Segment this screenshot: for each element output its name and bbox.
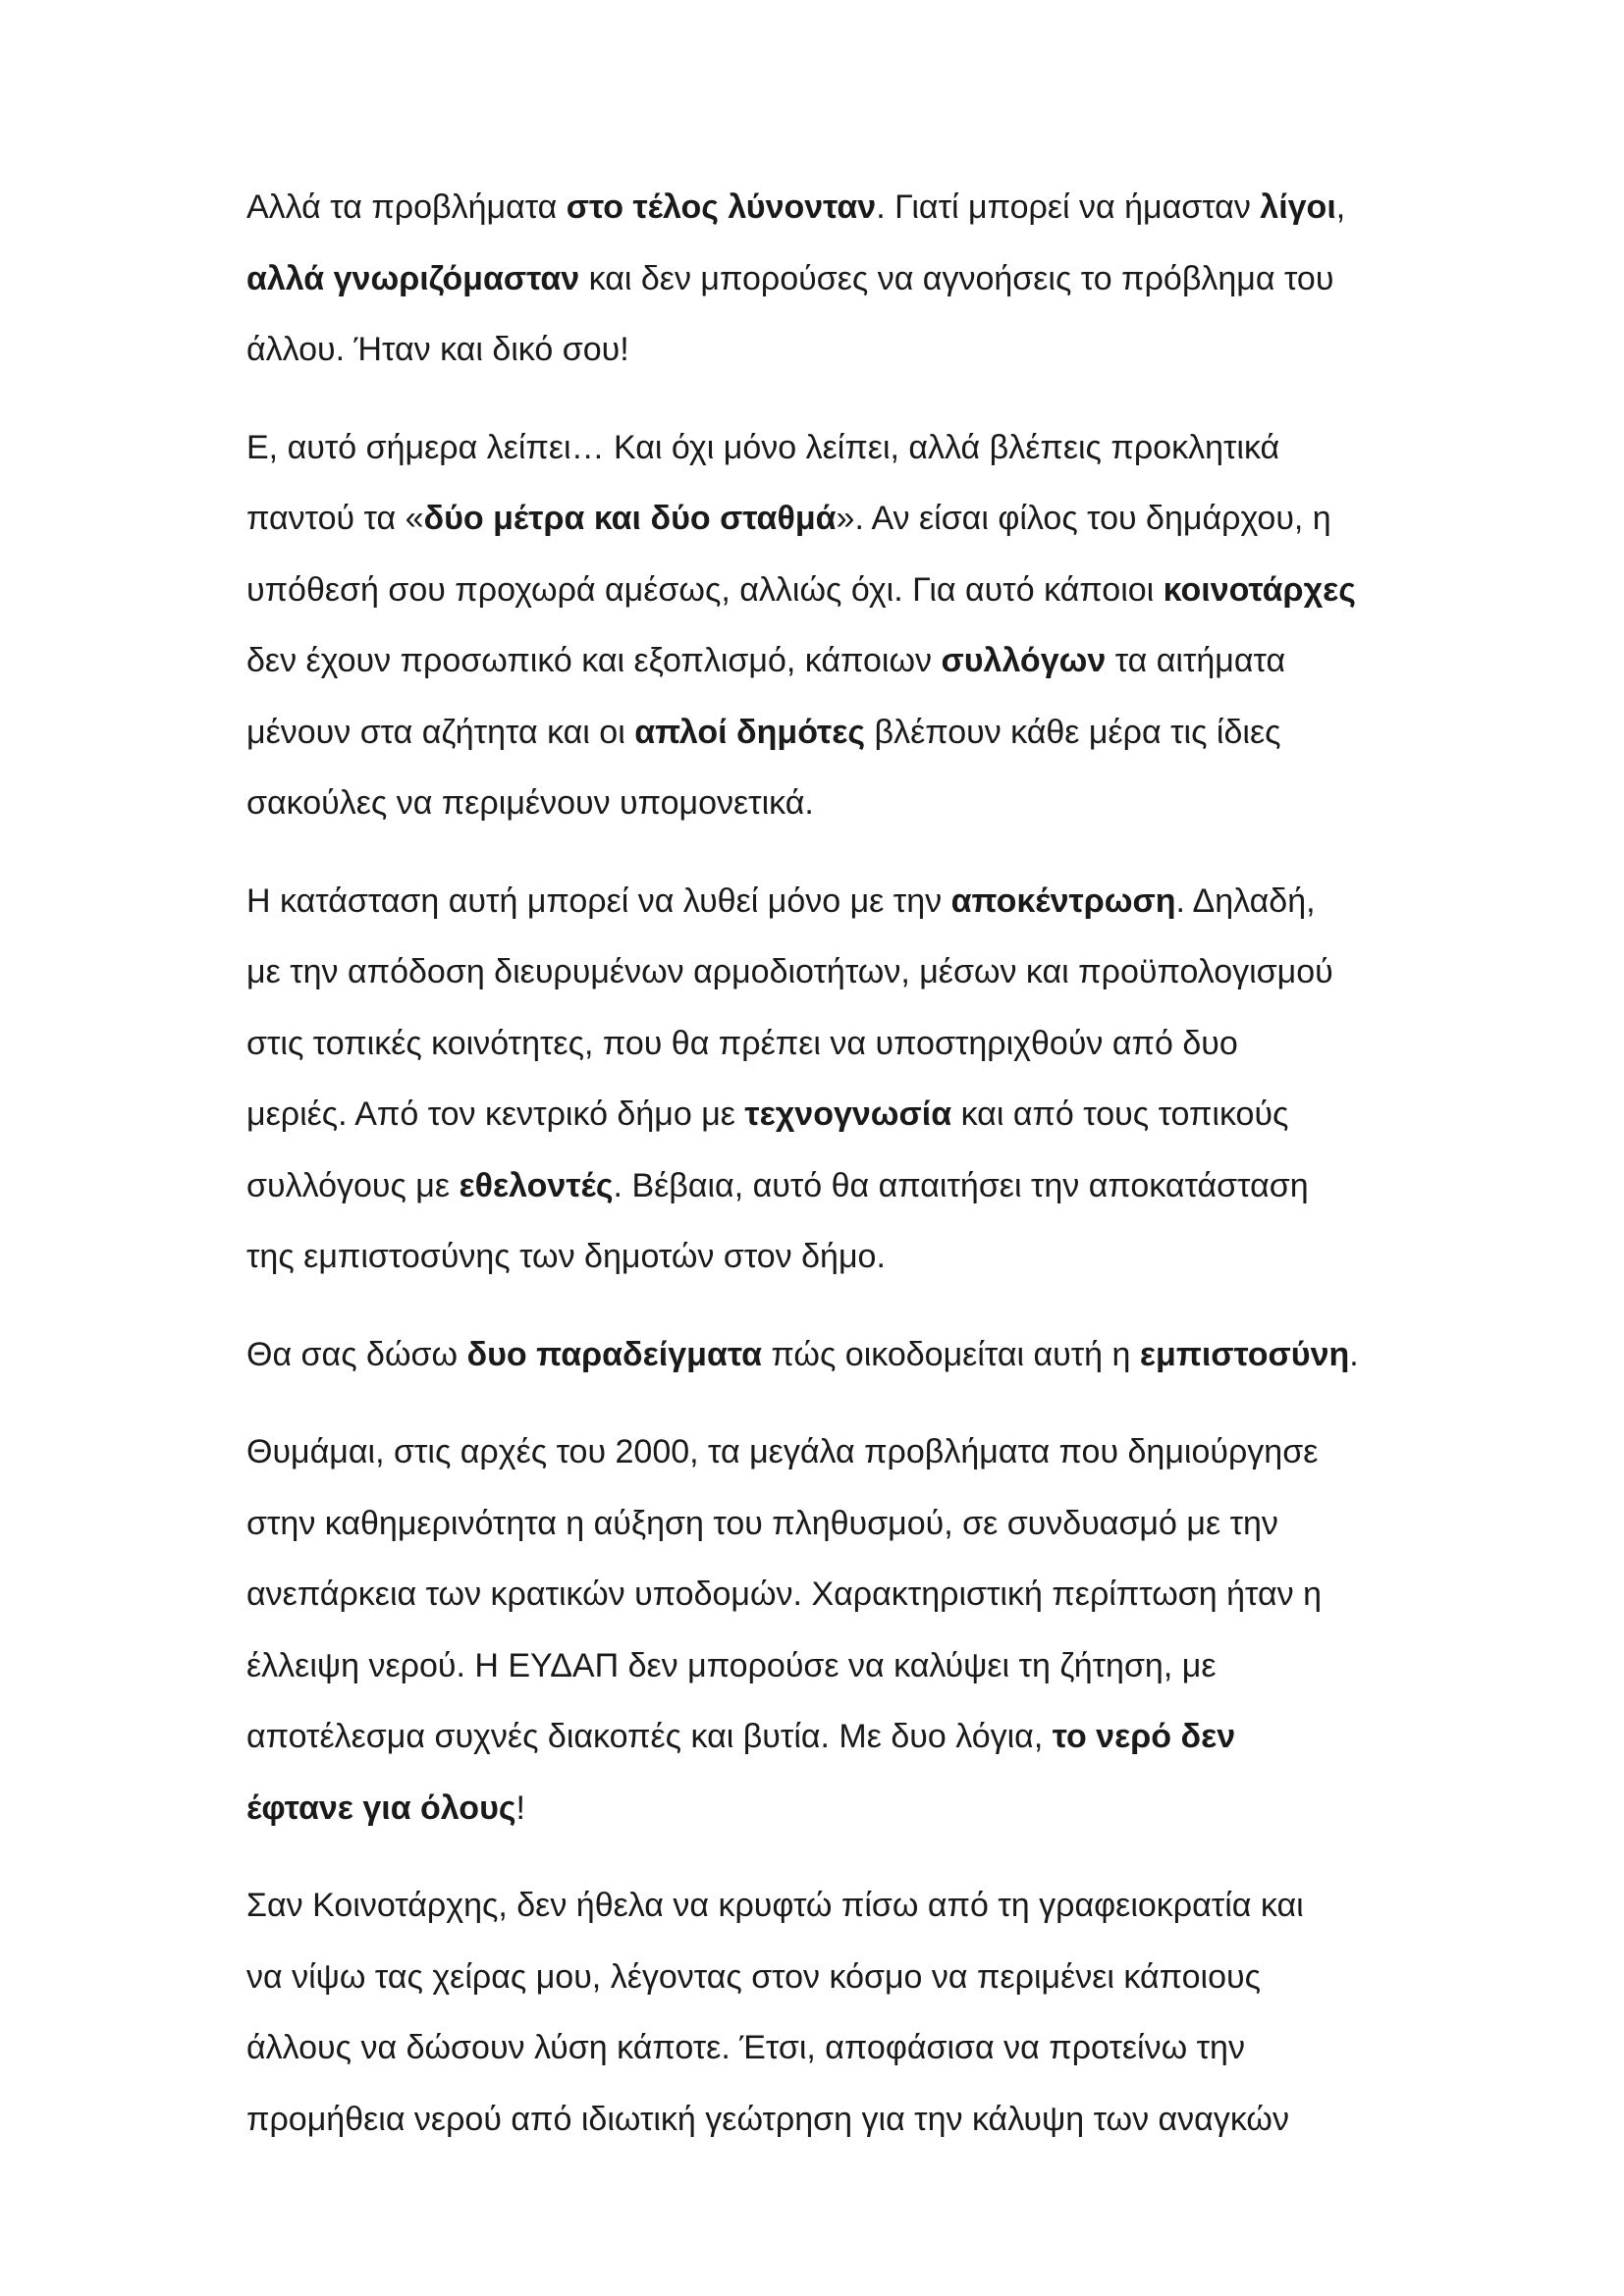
bold-text-segment: στο τέλος λύνονταν	[566, 188, 877, 226]
paragraph	[246, 1416, 1405, 1843]
text-line	[246, 1008, 1405, 1080]
text-line	[246, 1773, 1405, 1844]
text-segment: βλέπουν κάθε μέρα τις ίδιες	[865, 713, 1281, 751]
document-body	[246, 172, 1405, 2181]
text-segment: Θυμάμαι, στις αρχές του 2000, τα μεγάλα προβλήματα που δημιούργησε	[246, 1433, 1319, 1470]
bold-text-segment: συλλόγων	[941, 642, 1107, 679]
text-segment: στην καθημερινότητα η αύξηση του πληθυσμού, σε συνδυασμό με την	[246, 1504, 1278, 1542]
text-line	[246, 1488, 1405, 1560]
bold-text-segment: δύο μέτρα και δύο σταθμά	[423, 500, 837, 537]
paragraph	[246, 412, 1405, 839]
text-line	[246, 1942, 1405, 2013]
bold-text-segment: αποκέντρωση	[950, 881, 1176, 920]
text-line	[246, 172, 1405, 243]
text-line	[246, 2012, 1405, 2084]
text-segment: .	[1349, 1335, 1359, 1373]
text-segment: συλλόγους με	[246, 1166, 460, 1204]
text-line	[246, 625, 1405, 697]
paragraph	[246, 866, 1405, 1293]
text-segment: παντού τα «	[246, 500, 424, 537]
text-segment: αποτέλεσμα συχνές διακοπές και βυτία. Με δυο λόγια,	[246, 1718, 1053, 1755]
text-line	[246, 866, 1405, 937]
text-segment: . Βέβαια, αυτό θα απαιτήσει την αποκατάσταση	[613, 1166, 1309, 1204]
text-segment: τα αιτήματα	[1106, 642, 1286, 679]
text-line	[246, 1221, 1405, 1293]
text-segment: . Δηλαδή,	[1175, 881, 1316, 920]
text-line	[246, 1319, 1405, 1391]
bold-text-segment: λίγοι	[1260, 188, 1336, 226]
text-line	[246, 243, 1405, 315]
text-line	[246, 697, 1405, 769]
text-segment: στις τοπικές κοινότητες, που θα πρέπει να υποστηριχθούν από δυο	[246, 1024, 1238, 1062]
text-line	[246, 1701, 1405, 1773]
bold-text-segment: κοινοτάρχες	[1163, 570, 1356, 609]
text-segment: με την απόδοση διευρυμένων αρμοδιοτήτων, μέσων και προϋπολογισμού	[246, 953, 1333, 990]
text-segment: να νίψω τας χείρας μου, λέγοντας στον κόσμο να περιμένει κάποιους	[246, 1957, 1261, 1996]
text-segment: σακούλες να περιμένουν υπομονετικά.	[246, 784, 814, 822]
text-segment: Ε, αυτό σήμερα λείπει… Και όχι μόνο λείπει, αλλά βλέπεις προκλητικά	[246, 428, 1280, 466]
paragraph	[246, 1319, 1405, 1391]
text-segment: υπόθεσή σου προχωρά αμέσως, αλλιώς όχι. Για αυτό κάποιοι	[246, 570, 1164, 609]
bold-text-segment: απλοί δημότες	[634, 713, 866, 751]
text-segment: . Γιατί μπορεί να ήμασταν	[876, 188, 1261, 226]
text-segment: και από τους τοπικούς	[951, 1095, 1289, 1133]
bold-text-segment: εθελοντές	[459, 1166, 614, 1204]
text-line	[246, 936, 1405, 1008]
text-segment: δεν έχουν προσωπικό και εξοπλισμό, κάποιων	[246, 642, 942, 679]
bold-text-segment: το νερό δεν	[1052, 1718, 1236, 1755]
text-segment: Η κατάσταση αυτή μπορεί να λυθεί μόνο με την	[246, 881, 951, 920]
bold-text-segment: αλλά γνωριζόμασταν	[246, 259, 580, 297]
text-segment: άλλους να δώσουν λύση κάποτε. Έτσι, αποφάσισα να προτείνω την	[246, 2029, 1245, 2066]
text-line	[246, 1150, 1405, 1222]
text-segment: !	[515, 1789, 525, 1827]
text-line	[246, 412, 1405, 484]
text-segment: μένουν στα αζήτητα και οι	[246, 713, 635, 751]
text-line	[246, 1630, 1405, 1702]
paragraph	[246, 1870, 1405, 2155]
bold-text-segment: τεχνογνωσία	[744, 1095, 952, 1133]
text-line	[246, 1559, 1405, 1630]
text-segment: έλλειψη νερού. Η ΕΥΔΑΠ δεν μπορούσε να καλύψει τη ζήτηση, με	[246, 1646, 1217, 1684]
text-segment: ». Αν είσαι φίλος του δημάρχου, η	[836, 500, 1331, 537]
text-segment: ,	[1335, 188, 1346, 226]
text-segment: πώς οικοδομείται αυτή η	[761, 1335, 1140, 1373]
text-segment: άλλου. Ήταν και δικό σου!	[246, 331, 629, 368]
text-line	[246, 314, 1405, 386]
text-segment: προμήθεια νερού από ιδιωτική γεώτρηση για την κάλυψη των αναγκών	[246, 2100, 1289, 2138]
text-line	[246, 1870, 1405, 1942]
text-line	[246, 1416, 1405, 1488]
text-segment: μεριές. Από τον κεντρικό δήμο με	[246, 1095, 745, 1133]
text-line	[246, 483, 1405, 555]
text-segment: Θα σας δώσω	[246, 1335, 467, 1373]
text-line	[246, 1079, 1405, 1150]
text-segment: Σαν Κοινοτάρχης, δεν ήθελα να κρυφτώ πίσω από τη γραφειοκρατία και	[246, 1887, 1304, 1924]
bold-text-segment: δυο παραδείγματα	[466, 1335, 762, 1373]
text-segment: της εμπιστοσύνης των δημοτών στον δήμο.	[246, 1238, 886, 1275]
text-line	[246, 2084, 1405, 2156]
paragraph	[246, 172, 1405, 386]
text-segment: ανεπάρκεια των κρατικών υποδομών. Χαρακτηριστική περίπτωση ήταν η	[246, 1575, 1323, 1613]
bold-text-segment: έφτανε για όλους	[246, 1789, 516, 1827]
text-segment: Αλλά τα προβλήματα	[246, 188, 567, 226]
text-line	[246, 768, 1405, 839]
text-segment: και δεν μπορούσες να αγνοήσεις το πρόβλημα του	[579, 259, 1334, 297]
text-line	[246, 555, 1405, 626]
bold-text-segment: εμπιστοσύνη	[1139, 1335, 1350, 1373]
